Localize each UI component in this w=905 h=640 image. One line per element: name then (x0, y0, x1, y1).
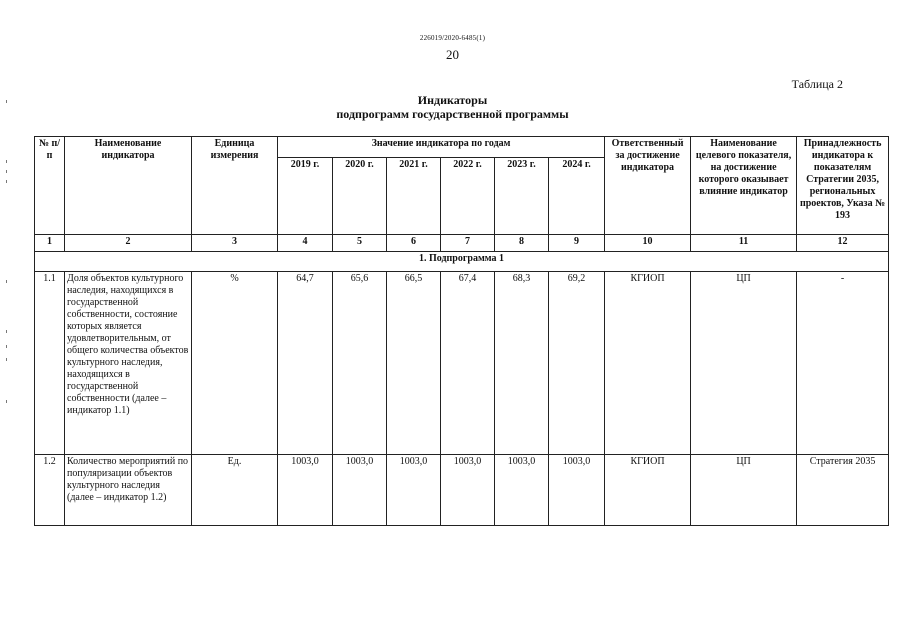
column-number: 7 (441, 235, 495, 252)
column-number: 5 (333, 235, 387, 252)
indicator-name: Доля объектов культурного наследия, находящихся в государственной собственности, состояние которых является удовлетворительным, от общего количества объектов культурного наследия, находящихся в государственной собственности (далее – индикатор 1.1) (65, 272, 192, 455)
page-number: 20 (446, 47, 459, 62)
column-number: 4 (278, 235, 333, 252)
responsible-cell: КГИОП (605, 455, 691, 526)
header-year: 2022 г. (441, 158, 495, 235)
column-number: 12 (797, 235, 889, 252)
value-cell: 1003,0 (495, 455, 549, 526)
value-cell: 69,2 (549, 272, 605, 455)
value-cell: 1003,0 (441, 455, 495, 526)
header-unit: Единица измерения (192, 137, 278, 235)
header-year: 2021 г. (387, 158, 441, 235)
value-cell: 65,6 (333, 272, 387, 455)
header-no: № п/п (35, 137, 65, 235)
header-target: Наименование целевого показателя, на достижение которого оказывает влияние индикатор (691, 137, 797, 235)
target-cell: ЦП (691, 455, 797, 526)
column-number: 3 (192, 235, 278, 252)
title-line-1: Индикаторы (417, 93, 488, 107)
header-year: 2020 г. (333, 158, 387, 235)
header-year: 2024 г. (549, 158, 605, 235)
value-cell: 1003,0 (278, 455, 333, 526)
row-number: 1.1 (35, 272, 65, 455)
table-row (35, 272, 889, 455)
value-cell: 64,7 (278, 272, 333, 455)
target-cell: ЦП (691, 272, 797, 455)
table-label: Таблица 2 (791, 77, 843, 91)
column-number: 6 (387, 235, 441, 252)
table-title (0, 93, 905, 121)
indicator-name: Количество мероприятий по популяризации объектов культурного наследия (далее – индикатор 1.2) (65, 455, 192, 526)
value-cell: 68,3 (495, 272, 549, 455)
indicator-unit: Ед. (192, 455, 278, 526)
column-number: 10 (605, 235, 691, 252)
responsible-cell: КГИОП (605, 272, 691, 455)
header-name: Наименование индикатора (65, 137, 192, 235)
header-year: 2023 г. (495, 158, 549, 235)
column-number: 11 (691, 235, 797, 252)
header-values-group: Значение индикатора по годам (278, 137, 605, 158)
table-row (35, 455, 889, 526)
section-heading: 1. Подпрограмма 1 (35, 252, 889, 272)
column-number: 8 (495, 235, 549, 252)
column-number: 2 (65, 235, 192, 252)
header-belonging: Принадлежность индикатора к показателям Стратегии 2035, региональных проектов, Указа № 193 (797, 137, 889, 235)
value-cell: 66,5 (387, 272, 441, 455)
belonging-cell: Стратегия 2035 (797, 455, 889, 526)
title-line-2: подпрограмм государственной программы (336, 107, 569, 121)
header-year: 2019 г. (278, 158, 333, 235)
value-cell: 1003,0 (333, 455, 387, 526)
indicator-unit: % (192, 272, 278, 455)
header-responsible: Ответственный за достижение индикатора (605, 137, 691, 235)
document-id: 226019/2020-6485(1) (419, 34, 486, 42)
value-cell: 1003,0 (549, 455, 605, 526)
column-number: 9 (549, 235, 605, 252)
column-number: 1 (35, 235, 65, 252)
indicators-table (34, 136, 889, 526)
row-number: 1.2 (35, 455, 65, 526)
value-cell: 67,4 (441, 272, 495, 455)
value-cell: 1003,0 (387, 455, 441, 526)
belonging-cell: - (797, 272, 889, 455)
